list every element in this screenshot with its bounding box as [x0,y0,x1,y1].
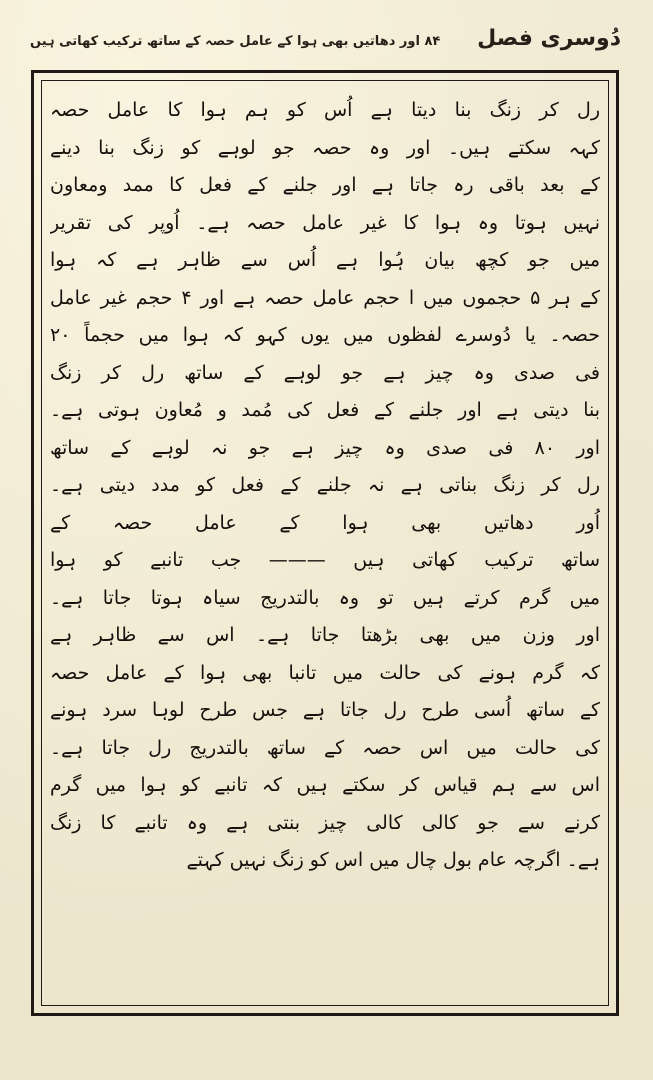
text-line: کے ساتھ اُسی طرح رل جاتا ہے جس طرح لوہا سرد ہونے [50,699,600,721]
running-head: ۸۴ اور دھاتیں بھی ہوا کے عامل حصہ کے ساتھ ترکیب کھاتی ہیں [30,34,441,49]
text-line: ساتھ ترکیب کھاتی ہیں ——— جب تانبے کو ہوا [50,549,600,571]
text-line: رل کر زنگ بنا دیتا ہے اُس کو ہم ہوا کا عامل حصہ [50,99,600,121]
text-line: میں جو کچھ بیان ہُوا ہے اُس سے ظاہر ہے کہ ہوا [50,249,600,271]
text-line: بنا دیتی ہے اور جلنے کے فعل کی مُمد و مُعاون ہوتی ہے۔ [50,399,600,421]
text-line: اور ۸۰ فی صدی وہ چیز ہے جو نہ لوہے کے ساتھ [50,436,600,459]
text-line: کے بعد باقی رہ جاتا ہے اور جلنے کے فعل کا ممد ومعاون [50,174,600,196]
text-line: کے ہر ۵ حجموں میں ا حجم عامل حصہ ہے اور ۴ حجم غیر عامل [50,286,600,309]
text-line: اور وزن میں بھی بڑھتا جاتا ہے۔ اس سے ظاہر ہے [50,624,600,646]
text-line: کہہ سکتے ہیں۔ اور وہ حصہ جو لوہے کو زنگ بنا دینے [50,136,600,159]
text-line: کی حالت میں اس حصہ کے ساتھ بالتدریج رل جاتا ہے۔ [50,736,600,759]
text-line: نہیں ہوتا وہ ہوا کا غیر عامل حصہ ہے۔ اُوپر کی تقریر [50,211,600,234]
text-line: ہے۔ اگرچہ عام بول چال میں اس کو زنگ نہیں کہتے [186,849,600,871]
chapter-title: دُوسری فصل [477,26,621,51]
text-line: اُور دھاتیں بھی ہوا کے عامل حصہ کے [50,511,600,534]
text-line: میں گرم کرتے ہیں تو وہ بالتدریج سیاہ ہوتا جاتا ہے۔ [50,586,600,609]
body-text [50,92,600,998]
text-line: اس سے ہم قیاس کر سکتے ہیں کہ تانبے کو ہوا میں گرم [50,774,600,796]
text-line: فی صدی وہ چیز ہے جو لوہے کے ساتھ رل کر زنگ [50,361,600,384]
page-header [24,22,629,64]
text-line: حصہ۔ یا دُوسرے لفظوں میں یوں کہو کہ ہوا میں حجماً ۲۰ [50,324,600,346]
text-line: رل کر زنگ بناتی ہے نہ جلنے کے فعل کو مدد دیتی ہے۔ [50,474,600,496]
text-line: کرنے سے جو کالی کالی چیز بنتی ہے وہ تانبے کا زنگ [50,811,600,834]
text-line: کہ گرم ہونے کی حالت میں تانبا بھی ہوا کے عامل حصہ [50,661,600,684]
